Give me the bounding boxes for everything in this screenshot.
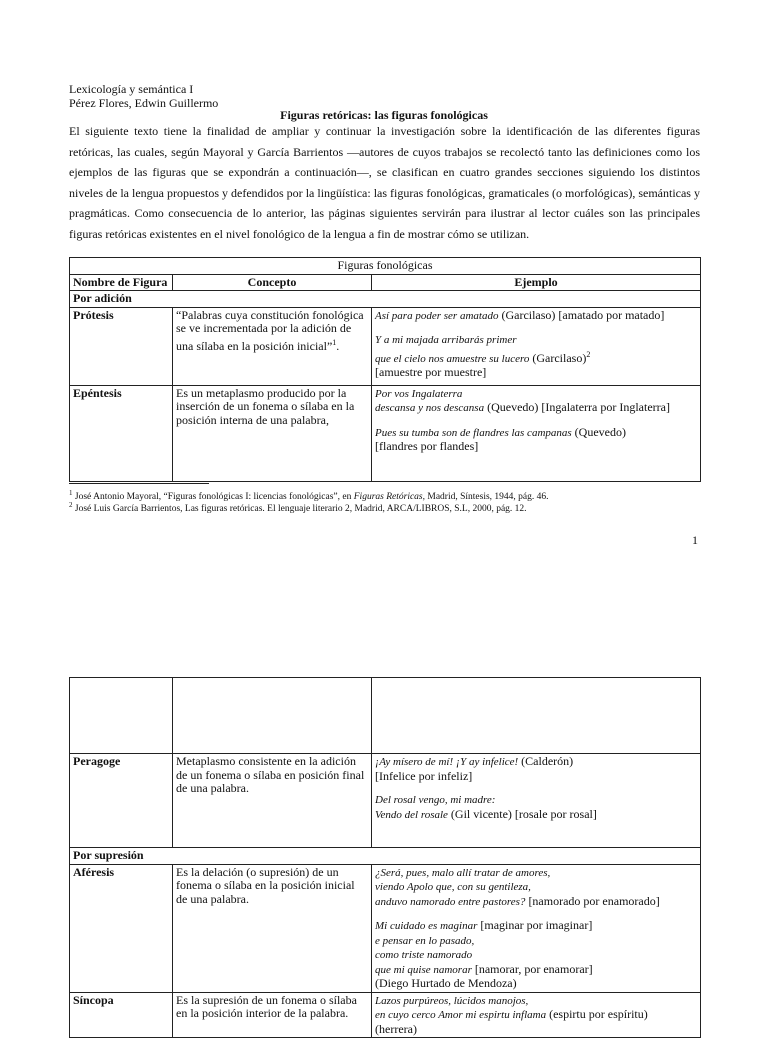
course-name: Lexicología y semántica I: [69, 82, 194, 96]
example-line: [375, 1023, 697, 1037]
example-cell: [372, 864, 701, 992]
example-line: [375, 755, 697, 770]
figure-name: Epéntesis: [70, 385, 173, 481]
figure-concept: [173, 864, 372, 992]
section-addition: Por adición: [70, 291, 701, 308]
example-line: [375, 401, 697, 416]
example-note: (Calderón): [518, 754, 574, 768]
example-verse: Lazos purpúreos, lúcidos manojos,: [375, 994, 529, 1007]
footnote-text: José Antonio Mayoral, “Figuras fonológicas I: licencias fonológicas”, en: [72, 492, 354, 503]
example-note: (Diego Hurtado de Mendoza): [375, 976, 517, 990]
footnote-text: Madrid, Síntesis, 1944, pág. 46.: [425, 492, 549, 503]
figure-row: [70, 307, 701, 385]
table-caption: Figuras fonológicas: [70, 258, 701, 275]
line-gap: [375, 323, 697, 333]
example-line: [375, 808, 697, 823]
figure-row: [70, 864, 701, 992]
example-line: [375, 919, 697, 934]
example-note: [namorar, por enamorar]: [471, 961, 593, 976]
figures-table-2: [69, 677, 701, 1038]
example-note: (Garcilaso): [529, 350, 587, 365]
figure-row: [70, 385, 701, 481]
example-verse: que el cielo nos amuestre su lucero: [375, 352, 530, 365]
example-verse: como triste namorado: [375, 949, 473, 961]
line-gap: [375, 783, 697, 793]
footnote: [69, 500, 527, 515]
example-line: [375, 387, 697, 402]
example-verse: ¿Será, pues, malo allí tratar de amores,: [375, 866, 551, 879]
example-cell: [372, 754, 701, 848]
example-line: [375, 963, 697, 978]
example-line: [375, 793, 697, 808]
example-note: [amuestre por muestre]: [375, 365, 487, 379]
example-verse: Así para poder ser amatado: [375, 309, 499, 322]
example-line: [375, 309, 697, 324]
concept-text: Metaplasmo consistente en la adición de un fonema o sílaba en posición final de una palabra.: [176, 754, 365, 795]
empty-cell: [372, 678, 701, 754]
example-note: (Quevedo): [571, 424, 626, 439]
example-verse: Pues su tumba son de flandres las campanas: [375, 426, 572, 439]
example-note: (Gil vicente) [rosale por rosal]: [447, 806, 597, 821]
example-line: [375, 977, 697, 991]
author-name: Pérez Flores, Edwin Guillermo: [69, 96, 219, 110]
concept-text: Es la delación (o supresión) de un fonema o sílaba en la posición inicial de una palabra.: [176, 864, 355, 906]
example-verse: Por vos Ingalaterra: [375, 387, 463, 400]
figure-concept: [173, 754, 372, 848]
line-gap: [375, 416, 697, 426]
example-line: [375, 366, 697, 380]
example-line: [375, 348, 697, 367]
figures-table-1: [69, 257, 701, 482]
empty-cell: [70, 678, 173, 754]
example-verse: anduvo namorado entre pastores?: [375, 895, 526, 908]
table-1-rows: [70, 307, 701, 481]
figure-row: [70, 754, 701, 848]
example-note: (espirtu por espíritu): [546, 1007, 648, 1021]
document-title: Figuras retóricas: las figuras fonológicas: [280, 108, 488, 122]
figure-concept: [173, 992, 372, 1038]
intro-paragraph: El siguiente texto tiene la finalidad de ampliar y continuar la investigación sobre la identificación de las diferentes figuras retóricas, las cuales, según Mayoral y García Barrientos ―autores de cuyos trabajos se recolectó tanto las definiciones como los ejemplos de las figuras que se expondrán a continuación―, se clasifican en cuatro grandes secciones siguiendo los distintos niveles de la lengua propuestos y defendidos por la lingüística: las figuras fonológicas, gramaticales (o morfológicas), semánticas y pragmáticas. Como consecuencia de lo anterior, las páginas siguientes servirán para ilustrar al lector cuáles son las principales figuras retóricas existentes en el nivel fonológico de la lengua a fin de mostrar cómo se utilizan.: [69, 124, 700, 241]
header-example: Ejemplo: [372, 274, 701, 291]
example-cell: [372, 307, 701, 385]
footnote-number: 1: [69, 489, 73, 497]
figure-name: Aféresis: [70, 864, 173, 992]
example-line: [375, 934, 697, 949]
example-verse: Y a mi majada arribarás primer: [375, 334, 517, 346]
example-note: (Garcilaso) [amatado por matado]: [498, 307, 665, 322]
example-verse: e pensar en lo pasado,: [375, 934, 475, 947]
table-2-rows-b: [70, 864, 701, 1038]
example-note: [flandres por flandes]: [375, 439, 479, 453]
example-line: [375, 426, 697, 441]
example-note: [Infelice por infeliz]: [375, 768, 473, 783]
table-2-rows-a: [70, 754, 701, 848]
figure-concept: [173, 385, 372, 481]
example-line: [375, 895, 697, 910]
footnote-ref: 1: [332, 337, 337, 347]
figure-row: [70, 992, 701, 1038]
footnote-number: 2: [69, 501, 73, 509]
example-verse: ¡Ay mísero de mí! ¡Y ay infelice!: [375, 756, 519, 768]
example-cell: [372, 385, 701, 481]
example-verse: que mi quise namorar: [375, 963, 472, 976]
footnote-text: José Luis García Barrientos, Las figuras retóricas. El lenguaje literario 2, Madrid, ARCA/LIBROS, S.L, 2000, pág. 12.: [72, 504, 527, 515]
example-cell: [372, 992, 701, 1038]
section-suppression: Por supresión: [70, 848, 701, 865]
concept-text: “Palabras cuya constitución fonológica se ve incrementada por la adición de una sílaba en la posición inicial”: [176, 307, 364, 353]
footnote-rule: [69, 483, 209, 484]
header-name: Nombre de Figura: [70, 274, 173, 291]
example-line: [375, 440, 697, 454]
example-line: [375, 994, 697, 1009]
example-note: [namorado por enamorado]: [525, 893, 660, 908]
example-note: (Quevedo) [Ingalaterra por Inglaterra]: [484, 400, 670, 414]
figure-name: Prótesis: [70, 307, 173, 385]
concept-text: Es un metaplasmo producido por la inserción de un fonema o sílaba en la posición interna de una palabra,: [176, 385, 355, 427]
example-line: [375, 333, 697, 348]
figure-name: Síncopa: [70, 992, 173, 1038]
page-number: 1: [692, 533, 698, 547]
footnote-ref: 2: [586, 349, 591, 359]
example-note: [maginar por imaginar]: [477, 918, 593, 932]
example-line: [375, 948, 697, 963]
example-verse: Del rosal vengo, mi madre:: [375, 794, 496, 806]
example-verse: Mi cuidado es maginar: [375, 920, 478, 932]
example-verse: descansa y nos descansa: [375, 402, 485, 414]
figure-concept: “Palabras cuya constitución fonológica se ve incrementada por la adición de una sílaba en la posición inicial”$^1$.: [173, 307, 372, 385]
empty-cell: [173, 678, 372, 754]
figure-name: Peragoge: [70, 754, 173, 848]
example-verse: Vendo del rosale: [375, 808, 448, 821]
example-line: [375, 866, 697, 881]
example-line: [375, 880, 697, 895]
example-verse: viendo Apolo que, con su gentileza,: [375, 881, 531, 893]
example-line: [375, 1008, 697, 1023]
example-note: (herrera): [375, 1021, 417, 1036]
example-verse: en cuyo cerco Amor mi espirtu inflama: [375, 1009, 547, 1021]
concept-text: Es la supresión de un fonema o sílaba en la posición interior de la palabra.: [176, 992, 357, 1020]
example-line: [375, 770, 697, 784]
footnote-title: Figuras Retóricas,: [353, 492, 425, 503]
header-concept: Concepto: [173, 274, 372, 291]
